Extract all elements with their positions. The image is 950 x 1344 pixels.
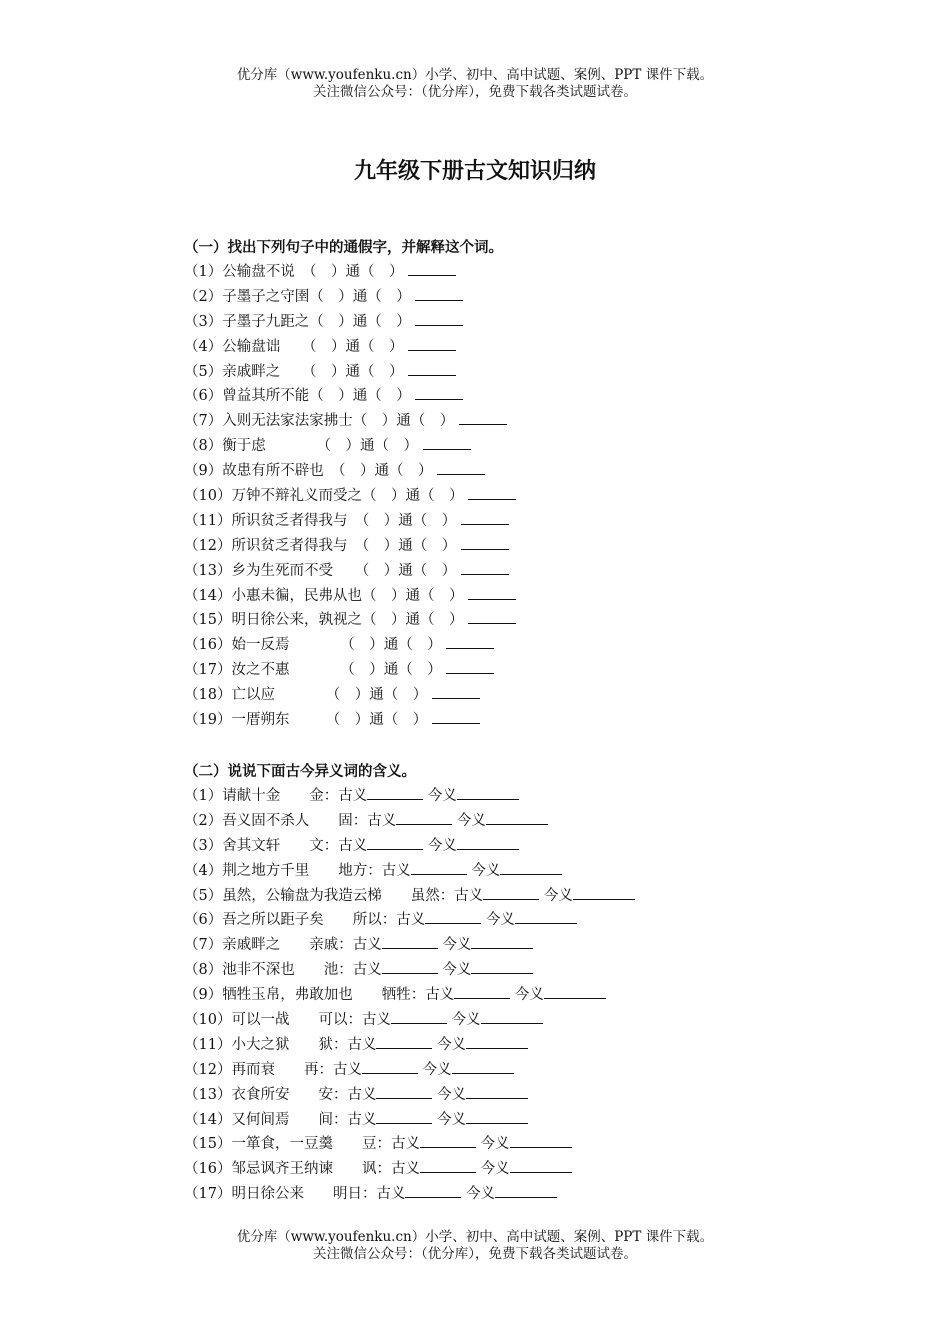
- sentence-text: （13）衣食所安: [184, 1086, 290, 1103]
- sentence-text: （6）吾之所以距子矣: [184, 912, 324, 929]
- target-word: 金：: [309, 788, 339, 804]
- question-item: [184, 708, 884, 733]
- question-text: （12）所识贫乏者得我与 （ ）通（ ）: [184, 537, 457, 554]
- answer-blank[interactable]: [446, 634, 494, 649]
- ancient-meaning-label: 古义: [338, 837, 368, 854]
- question-item: [184, 884, 884, 909]
- question-item: [184, 384, 884, 409]
- target-word: 文：: [309, 837, 339, 854]
- question-text: （10）万钟不辩礼义而受之（ ）通（ ）: [184, 488, 464, 505]
- header-line-1: 优分库（www.youfenku.cn）小学、初中、高中试题、案例、PPT 课件下载。: [236, 67, 714, 83]
- sentence-text: （8）池非不深也: [184, 962, 295, 979]
- question-text: （3）子墨子九距之（ ）通（ ）: [184, 313, 411, 330]
- question-item: [184, 409, 884, 434]
- modern-meaning-label: 今义: [514, 987, 544, 1004]
- modern-meaning-label: 今义: [456, 812, 486, 829]
- question-item: [184, 1157, 884, 1182]
- sentence-text: （3）舍其文轩: [184, 837, 281, 854]
- footer-line-2: 关注微信公众号：（优分库），免费下载各类试题试卷。: [313, 1246, 637, 1262]
- ancient-meaning-label: 古义: [347, 1086, 377, 1103]
- modern-meaning-label: 今义: [466, 1186, 496, 1203]
- question-item: [184, 658, 884, 683]
- modern-meaning-blank[interactable]: [544, 984, 606, 999]
- ancient-meaning-blank[interactable]: [376, 1109, 432, 1124]
- page-title: 九年级下册古文知识归纳: [353, 159, 596, 184]
- target-word: 明日：: [332, 1186, 377, 1203]
- sentence-text: （15）一箪食，一豆羹: [184, 1136, 333, 1153]
- question-list: [184, 260, 884, 733]
- modern-meaning-label: 今义: [480, 1161, 510, 1178]
- target-word: 固：: [338, 812, 368, 829]
- ancient-meaning-blank[interactable]: [420, 1158, 476, 1173]
- question-text: （5）亲戚畔之 （ ）通（ ）: [184, 363, 404, 380]
- modern-meaning-blank[interactable]: [515, 909, 577, 924]
- sentence-text: （2）吾义固不杀人: [184, 812, 310, 829]
- ancient-meaning-blank[interactable]: [454, 984, 510, 999]
- ancient-meaning-label: 古义: [381, 862, 411, 879]
- modern-meaning-blank[interactable]: [500, 860, 562, 875]
- question-item: [184, 310, 884, 335]
- question-item: [184, 484, 884, 509]
- modern-meaning-label: 今义: [422, 1061, 452, 1078]
- ancient-meaning-label: 古义: [390, 1136, 420, 1153]
- ancient-meaning-label: 古义: [361, 1012, 391, 1029]
- question-text: （8）衡于虑 （ ）通（ ）: [184, 438, 418, 455]
- question-item: [184, 534, 884, 559]
- target-word: 豆：: [361, 1136, 391, 1153]
- question-item: [184, 608, 884, 633]
- target-word: 间：: [318, 1111, 348, 1128]
- question-item: [184, 335, 884, 360]
- ancient-meaning-blank[interactable]: [376, 1084, 432, 1099]
- ancient-meaning-label: 古义: [352, 962, 382, 979]
- modern-meaning-blank[interactable]: [457, 785, 519, 800]
- answer-blank[interactable]: [408, 336, 456, 351]
- answer-blank[interactable]: [468, 585, 516, 600]
- ancient-meaning-blank[interactable]: [367, 785, 423, 800]
- modern-meaning-blank[interactable]: [510, 1133, 572, 1148]
- question-item: [184, 559, 884, 584]
- page-header: [0, 67, 950, 101]
- question-item: [184, 784, 884, 809]
- ancient-meaning-label: 古义: [332, 1061, 362, 1078]
- ancient-meaning-label: 古义: [347, 1036, 377, 1053]
- target-word: 池：: [323, 962, 353, 979]
- question-text: （9）故患有所不辟也 （ ）通（ ）: [184, 463, 433, 480]
- ancient-meaning-label: 古义: [338, 788, 368, 804]
- modern-meaning-blank[interactable]: [495, 1183, 557, 1198]
- answer-blank[interactable]: [468, 485, 516, 500]
- question-item: [184, 809, 884, 834]
- ancient-meaning-blank[interactable]: [376, 1034, 432, 1049]
- ancient-meaning-blank[interactable]: [396, 810, 452, 825]
- modern-meaning-blank[interactable]: [466, 1109, 528, 1124]
- question-text: （15）明日徐公来，孰视之（ ）通（ ）: [184, 612, 464, 629]
- question-item: [184, 260, 884, 285]
- answer-blank[interactable]: [446, 659, 494, 674]
- question-item: [184, 983, 884, 1008]
- answer-blank[interactable]: [408, 361, 456, 376]
- ancient-meaning-blank[interactable]: [425, 909, 481, 924]
- question-text: （17）汝之不惠 （ ）通（ ）: [184, 662, 442, 679]
- ancient-meaning-blank[interactable]: [382, 959, 438, 974]
- ancient-meaning-blank[interactable]: [382, 934, 438, 949]
- question-item: [184, 1182, 884, 1207]
- answer-blank[interactable]: [432, 684, 480, 699]
- ancient-meaning-blank[interactable]: [411, 860, 467, 875]
- ancient-meaning-label: 古义: [390, 1161, 420, 1178]
- target-word: 亲戚：: [309, 937, 353, 954]
- modern-meaning-label: 今义: [437, 1036, 467, 1053]
- ancient-meaning-label: 古义: [376, 1186, 406, 1203]
- modern-meaning-label: 今义: [437, 1111, 467, 1128]
- question-text: （11）所识贫乏者得我与 （ ）通（ ）: [184, 512, 457, 529]
- sentence-text: （16）邹忌讽齐王纳谏: [184, 1161, 333, 1178]
- question-item: [184, 434, 884, 459]
- ancient-meaning-blank[interactable]: [391, 1009, 447, 1024]
- ancient-meaning-label: 古义: [425, 987, 455, 1004]
- sentence-text: （17）明日徐公来: [184, 1186, 304, 1203]
- modern-meaning-label: 今义: [471, 862, 501, 879]
- question-item: [184, 633, 884, 658]
- question-item: [184, 1008, 884, 1033]
- answer-blank[interactable]: [468, 609, 516, 624]
- answer-blank[interactable]: [415, 286, 463, 301]
- answer-blank[interactable]: [461, 560, 509, 575]
- target-word: 可以：: [318, 1012, 362, 1029]
- modern-meaning-blank[interactable]: [481, 1009, 543, 1024]
- sentence-text: （10）可以一战: [184, 1012, 290, 1029]
- modern-meaning-label: 今义: [451, 1012, 481, 1029]
- ancient-meaning-blank[interactable]: [420, 1133, 476, 1148]
- question-item: [184, 1132, 884, 1157]
- answer-blank[interactable]: [408, 261, 456, 276]
- modern-meaning-label: 今义: [543, 887, 573, 904]
- ancient-meaning-label: 古义: [352, 937, 382, 954]
- question-item: [184, 285, 884, 310]
- target-word: 再：: [303, 1061, 333, 1078]
- modern-meaning-label: 今义: [427, 837, 457, 854]
- question-text: （14）小惠未徧，民弗从也（ ）通（ ）: [184, 587, 464, 604]
- ancient-meaning-label: 古义: [454, 887, 484, 904]
- question-text: （7）入则无法家法家拂士（ ）通（ ）: [184, 413, 455, 430]
- question-item: [184, 1058, 884, 1083]
- answer-blank[interactable]: [415, 385, 463, 400]
- question-item: [184, 958, 884, 983]
- question-text: （13）乡为生死而不受 （ ）通（ ）: [184, 562, 457, 579]
- modern-meaning-label: 今义: [485, 912, 515, 929]
- header-line-2: 关注微信公众号：（优分库），免费下载各类试题试卷。: [313, 84, 637, 100]
- modern-meaning-blank[interactable]: [466, 1084, 528, 1099]
- section-gujinyiyi: [184, 760, 884, 1207]
- question-text: （1）公输盘不说 （ ）通（ ）: [184, 264, 404, 280]
- question-item: [184, 1033, 884, 1058]
- target-word: 虽然：: [410, 887, 455, 904]
- question-item: [184, 509, 884, 534]
- page-footer: [0, 1229, 950, 1263]
- sentence-text: （11）小大之狱: [184, 1036, 290, 1053]
- answer-blank[interactable]: [461, 535, 509, 550]
- ancient-meaning-blank[interactable]: [483, 885, 539, 900]
- ancient-meaning-label: 古义: [347, 1111, 377, 1128]
- target-word: 安：: [318, 1086, 348, 1103]
- question-text: （4）公输盘诎 （ ）通（ ）: [184, 338, 404, 355]
- question-item: [184, 1108, 884, 1133]
- question-text: （18）亡以应 （ ）通（ ）: [184, 687, 428, 704]
- modern-meaning-label: 今义: [437, 1086, 467, 1103]
- modern-meaning-blank[interactable]: [457, 835, 519, 850]
- ancient-meaning-label: 古义: [396, 912, 426, 929]
- question-item: [184, 908, 884, 933]
- modern-meaning-label: 今义: [442, 937, 472, 954]
- question-text: （2）子墨子之守圉（ ）通（ ）: [184, 288, 411, 305]
- sentence-text: （12）再而衰: [184, 1061, 275, 1078]
- question-item: [184, 1083, 884, 1108]
- modern-meaning-label: 今义: [442, 962, 472, 979]
- target-word: 地方：: [338, 862, 382, 879]
- modern-meaning-blank[interactable]: [486, 810, 548, 825]
- question-item: [184, 859, 884, 884]
- ancient-meaning-blank[interactable]: [367, 835, 423, 850]
- sentence-text: （14）又何间焉: [184, 1111, 290, 1128]
- question-item: [184, 683, 884, 708]
- question-item: [184, 459, 884, 484]
- sentence-text: （1）请献十金: [184, 788, 281, 804]
- answer-blank[interactable]: [437, 460, 485, 475]
- modern-meaning-blank[interactable]: [466, 1034, 528, 1049]
- target-word: 狱：: [318, 1036, 348, 1053]
- question-item: [184, 360, 884, 385]
- sentence-text: （7）亲戚畔之: [184, 937, 281, 954]
- target-word: 所以：: [352, 912, 397, 929]
- modern-meaning-blank[interactable]: [452, 1059, 514, 1074]
- modern-meaning-label: 今义: [480, 1136, 510, 1153]
- question-text: （16）始一反焉 （ ）通（ ）: [184, 637, 442, 654]
- section-tongjiazi: [184, 236, 884, 733]
- sentence-text: （9）牺牲玉帛，弗敢加也: [184, 987, 353, 1004]
- modern-meaning-blank[interactable]: [510, 1158, 572, 1173]
- question-text: （19）一厝朔东 （ ）通（ ）: [184, 712, 428, 729]
- answer-blank[interactable]: [423, 435, 471, 450]
- answer-blank[interactable]: [432, 709, 480, 724]
- modern-meaning-blank[interactable]: [471, 959, 533, 974]
- modern-meaning-label: 今义: [427, 788, 457, 804]
- question-item: [184, 834, 884, 859]
- modern-meaning-blank[interactable]: [573, 885, 635, 900]
- section-heading: （二）说说下面古今异义词的含义。: [184, 763, 416, 780]
- question-item: [184, 584, 884, 609]
- target-word: 牺牲：: [381, 987, 426, 1004]
- question-text: （6）曾益其所不能（ ）通（ ）: [184, 388, 411, 405]
- modern-meaning-blank[interactable]: [471, 934, 533, 949]
- ancient-meaning-blank[interactable]: [362, 1059, 418, 1074]
- answer-blank[interactable]: [415, 311, 463, 326]
- footer-line-1: 优分库（www.youfenku.cn）小学、初中、高中试题、案例、PPT 课件下载。: [236, 1229, 714, 1245]
- section-heading: （一）找出下列句子中的通假字，并解释这个词。: [184, 239, 503, 256]
- sentence-text: （4）荆之地方千里: [184, 862, 310, 879]
- question-item: [184, 933, 884, 958]
- answer-blank[interactable]: [459, 410, 507, 425]
- answer-blank[interactable]: [461, 510, 509, 525]
- question-list: [184, 784, 884, 1207]
- ancient-meaning-label: 古义: [367, 812, 397, 829]
- sentence-text: （5）虽然，公输盘为我造云梯: [184, 887, 382, 904]
- ancient-meaning-blank[interactable]: [405, 1183, 461, 1198]
- target-word: 讽：: [361, 1161, 391, 1178]
